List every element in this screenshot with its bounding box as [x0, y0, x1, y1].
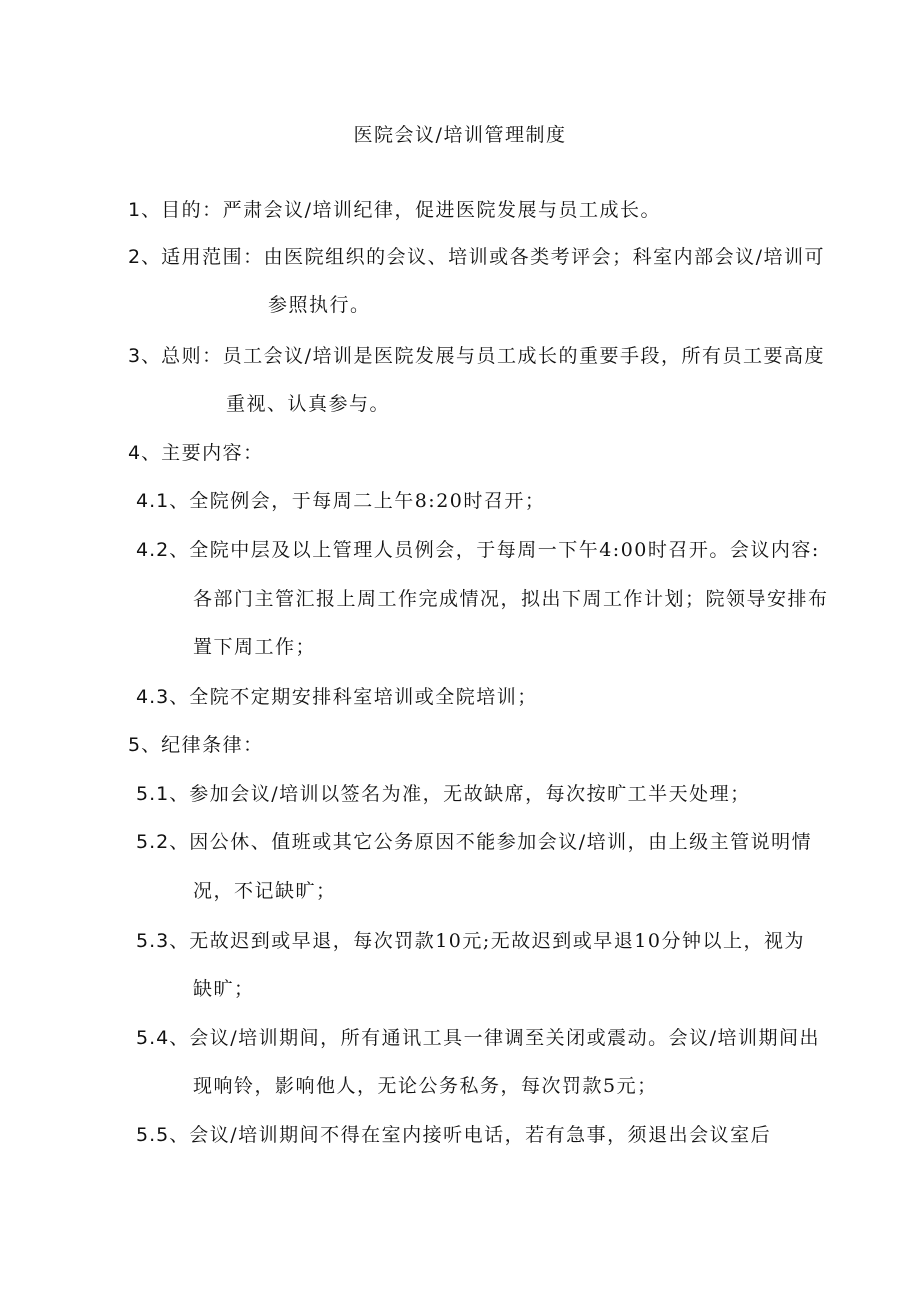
section-number: 5、 [128, 734, 162, 756]
section-text: 全院例会，于每周二上午8:20时召开； [189, 490, 546, 512]
section-text: 全院不定期安排科室培训或全院培训； [189, 686, 538, 708]
section-number: 5.5、 [136, 1124, 190, 1146]
section-number: 2、 [128, 246, 162, 268]
section-4-3 [136, 684, 538, 710]
section-text: 适用范围：由医院组织的会议、培训或各类考评会；科室内部会议/培训可 [161, 246, 825, 268]
section-4-1 [136, 488, 545, 514]
section-4 [128, 440, 264, 466]
section-text: 因公休、值班或其它公务原因不能参加会议/培训，由上级主管说明情 [189, 831, 813, 853]
section-5-4 [136, 1025, 820, 1051]
section-4-2-continuation-2: 置下周工作； [193, 636, 317, 658]
section-number: 1、 [128, 199, 162, 221]
section-3 [128, 343, 825, 369]
section-number: 4.1、 [136, 490, 190, 512]
section-5 [128, 732, 264, 758]
section-number: 5.4、 [136, 1027, 190, 1049]
section-5-2-continuation: 况，不记缺旷； [193, 880, 337, 902]
section-number: 4.3、 [136, 686, 190, 708]
section-text: 会议/培训期间不得在室内接听电话，若有急事，须退出会议室后 [189, 1124, 772, 1146]
section-4-2-continuation-1: 各部门主管汇报上周工作完成情况，拟出下周工作计划；院领导安排布 [193, 588, 829, 610]
section-number: 4、 [128, 442, 162, 464]
section-text: 无故迟到或早退，每次罚款10元;无故迟到或早退10分钟以上，视为 [189, 930, 805, 952]
section-text: 参加会议/培训以签名为准，无故缺席，每次按旷工半天处理； [189, 783, 751, 805]
section-5-5 [136, 1122, 771, 1148]
section-text: 纪律条律： [161, 734, 264, 756]
section-number: 5.3、 [136, 930, 190, 952]
section-2-continuation: 参照执行。 [268, 294, 371, 316]
section-5-2 [136, 829, 812, 855]
section-5-4-continuation: 现响铃，影响他人，无论公务私务，每次罚款5元； [193, 1075, 658, 1097]
document-title: 医院会议/培训管理制度 [353, 124, 567, 146]
section-1 [128, 197, 661, 223]
section-text: 全院中层及以上管理人员例会，于每周一下午4:00时召开。会议内容: [189, 539, 820, 561]
section-2 [128, 244, 825, 270]
section-number: 3、 [128, 345, 162, 367]
section-number: 5.1、 [136, 783, 190, 805]
section-5-1 [136, 781, 751, 807]
section-text: 主要内容： [161, 442, 264, 464]
section-text: 总则：员工会议/培训是医院发展与员工成长的重要手段，所有员工要高度 [161, 345, 825, 367]
section-5-3 [136, 928, 805, 954]
section-text: 目的：严肃会议/培训纪律，促进医院发展与员工成长。 [161, 199, 661, 221]
section-number: 5.2、 [136, 831, 190, 853]
section-4-2 [136, 537, 820, 563]
section-5-3-continuation: 缺旷； [193, 978, 255, 1000]
section-number: 4.2、 [136, 539, 190, 561]
section-text: 会议/培训期间，所有通讯工具一律调至关闭或震动。会议/培训期间出 [189, 1027, 821, 1049]
section-3-continuation: 重视、认真参与。 [226, 393, 391, 415]
